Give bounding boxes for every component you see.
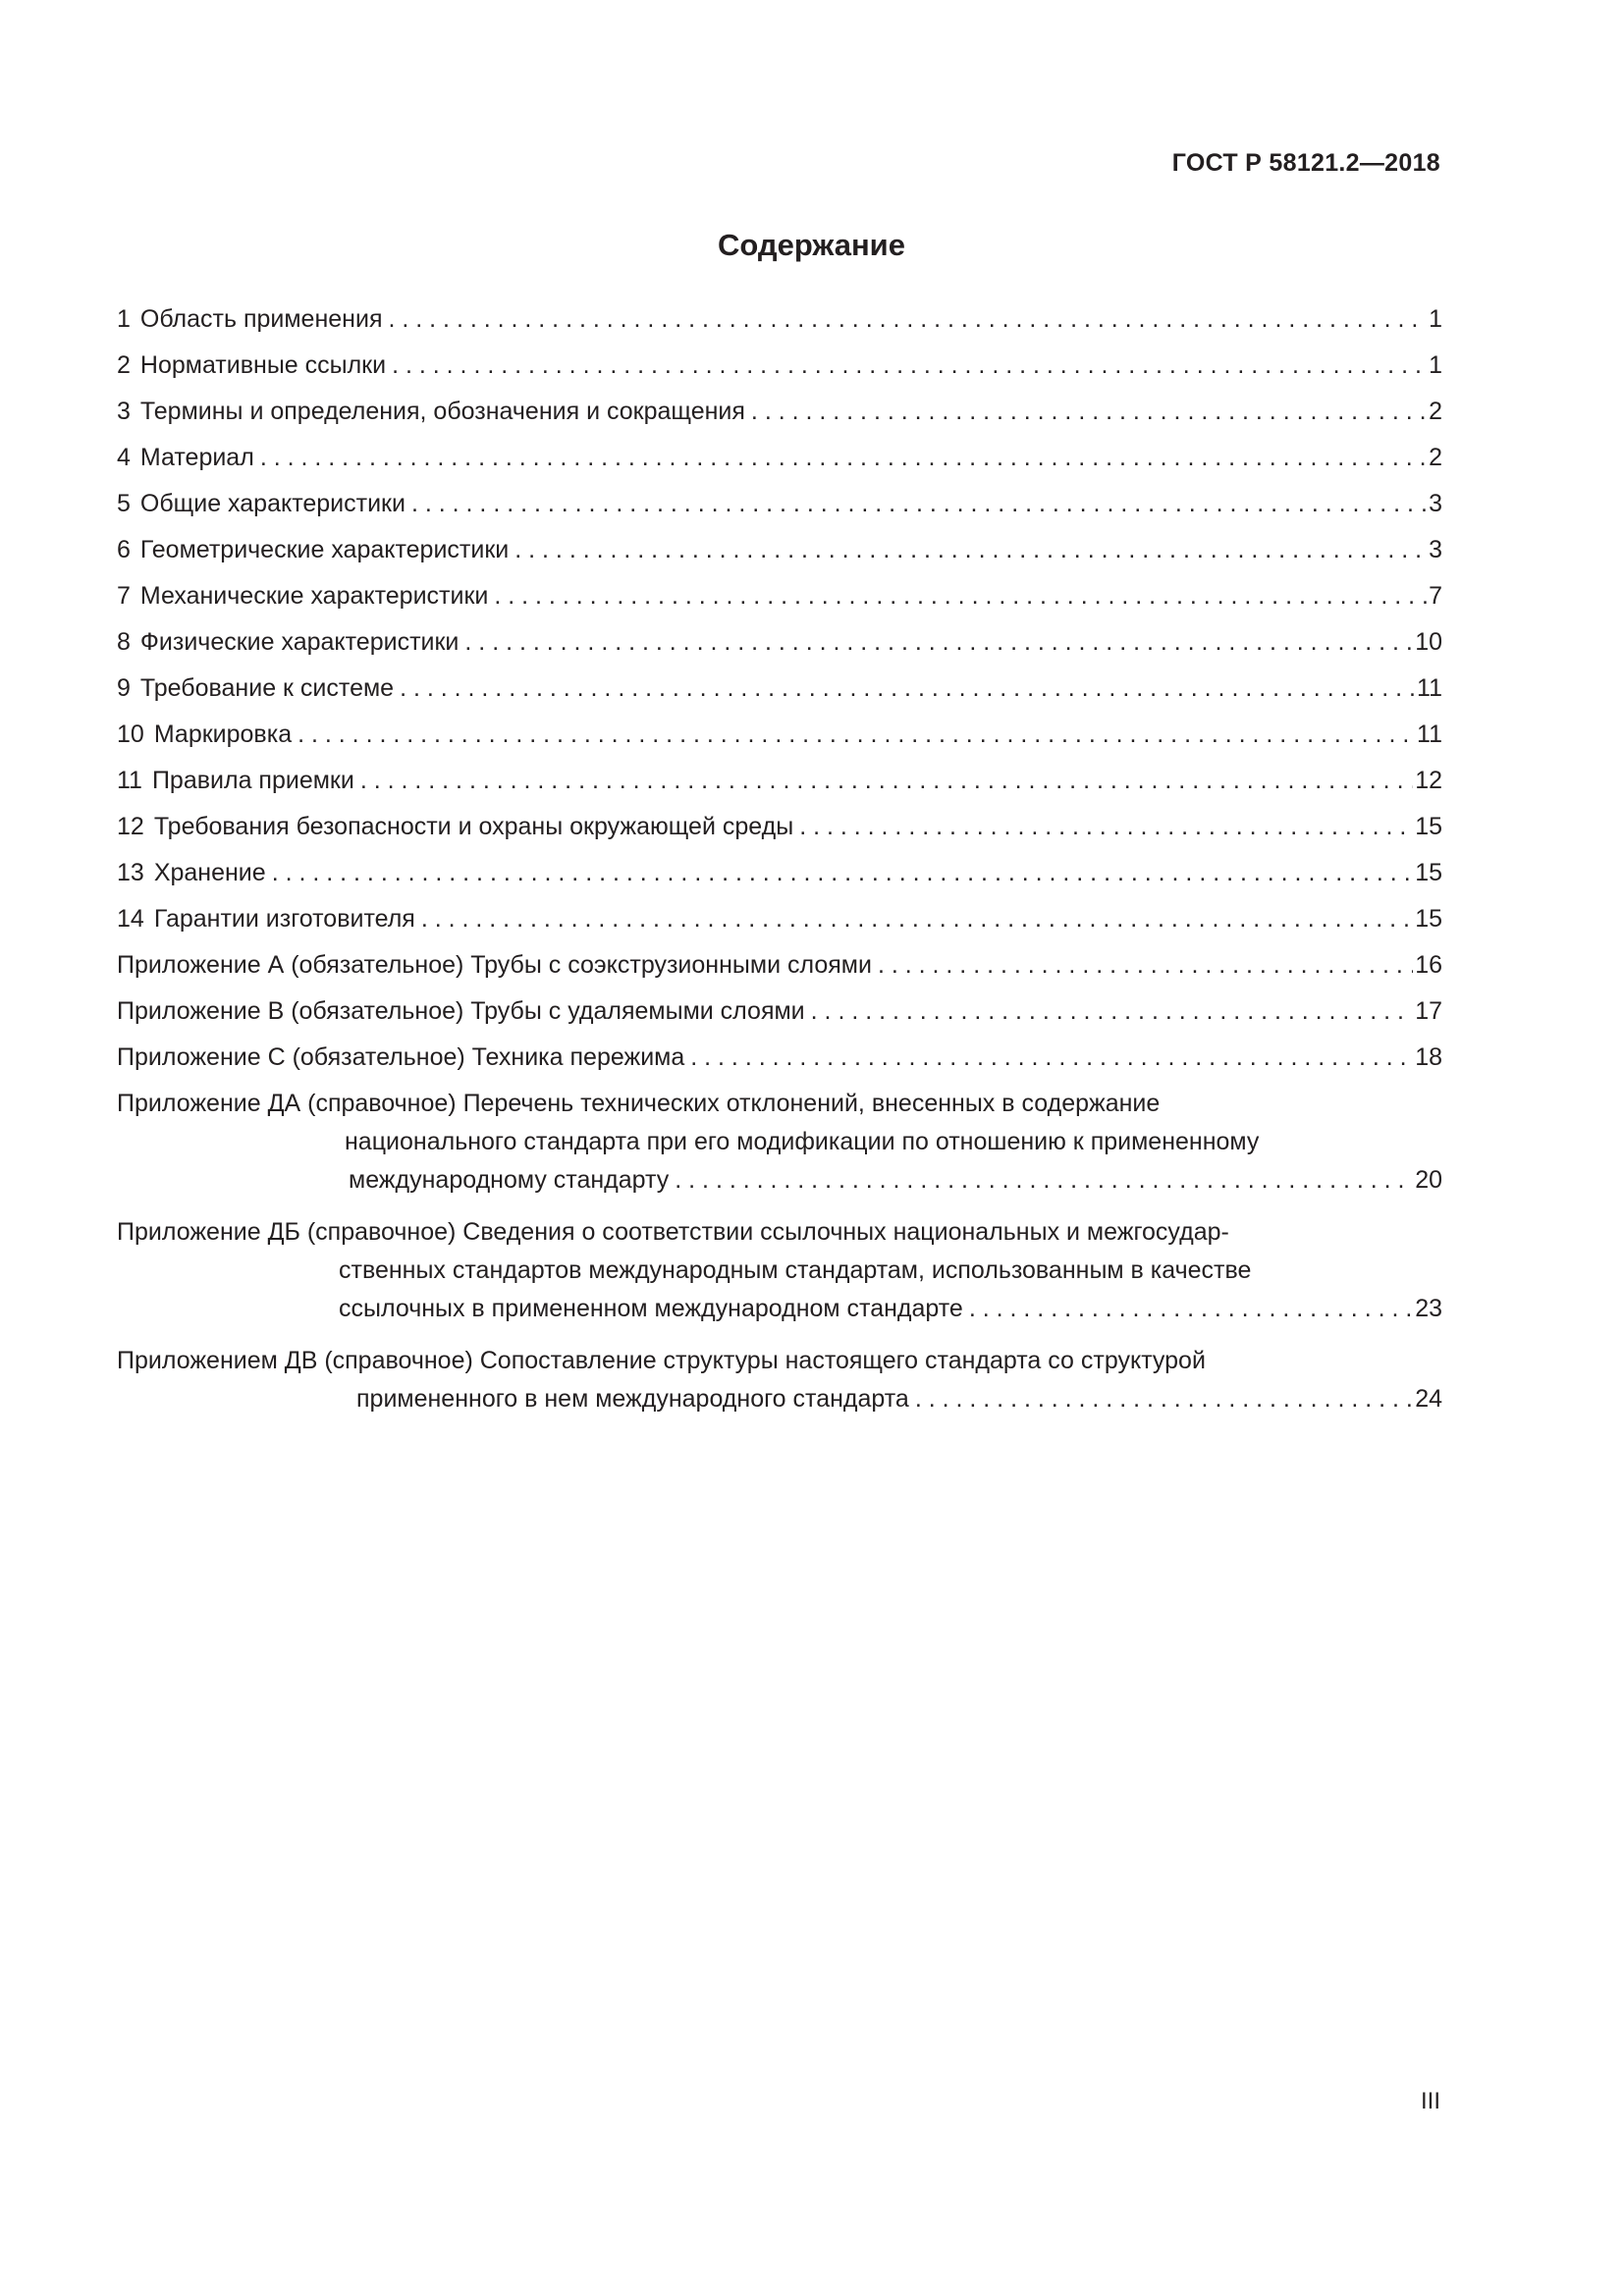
toc-entry-1[interactable]	[117, 300, 1442, 339]
toc-entry-page: 12	[1415, 767, 1442, 794]
toc-entry-appendix-a[interactable]	[117, 946, 1442, 985]
leader-dots	[751, 393, 1427, 431]
toc-entry-number: 2	[117, 351, 131, 379]
toc-entry-title-line-2: ственных стандартов международным стандартам, использованным в качестве	[339, 1256, 1252, 1284]
leader-dots	[260, 439, 1427, 477]
toc-entry-title: Гарантии изготовителя	[153, 905, 415, 933]
leader-dots	[421, 900, 1413, 938]
toc-entry-number: 7	[117, 582, 131, 610]
toc-entry-title: Геометрические характеристики	[139, 536, 510, 563]
toc-entry-number: 9	[117, 674, 131, 702]
toc-entry-page: 18	[1415, 1043, 1442, 1071]
toc-entry-title: Хранение	[153, 859, 266, 886]
toc-entry-page: 10	[1415, 628, 1442, 656]
toc-entry-appendix-da[interactable]	[117, 1085, 1442, 1200]
toc-entry-title: Маркировка	[153, 721, 293, 748]
toc-entry-number: 14	[117, 905, 144, 933]
toc-entry-title-line-2: примененного в нем международного стандарта	[356, 1385, 909, 1413]
toc-entry-title: Общие характеристики	[139, 490, 406, 517]
toc-entry-title-line-2: национального стандарта при его модификации по отношению к примененному	[345, 1128, 1260, 1155]
toc-entry-8[interactable]	[117, 623, 1442, 662]
toc-entry-page: 11	[1417, 721, 1442, 748]
toc-entry-page: 24	[1415, 1385, 1442, 1413]
toc-entry-number: 3	[117, 398, 131, 425]
toc-entry-number: 5	[117, 490, 131, 517]
toc-entry-number: 10	[117, 721, 144, 748]
toc-entry-page: 1	[1429, 351, 1442, 379]
leader-dots	[915, 1380, 1413, 1418]
leader-dots	[969, 1290, 1413, 1328]
toc-entry-6[interactable]	[117, 531, 1442, 569]
toc-entry-3[interactable]	[117, 393, 1442, 431]
toc-entry-title: Материал	[139, 444, 254, 471]
toc-entry-appendix-db[interactable]	[117, 1213, 1442, 1328]
toc-entry-title: Физические характеристики	[139, 628, 460, 656]
toc-entry-page: 23	[1415, 1295, 1442, 1322]
toc-entry-page: 3	[1429, 536, 1442, 563]
toc-entry-page: 17	[1415, 997, 1442, 1025]
toc-entry-page: 3	[1429, 490, 1442, 517]
toc-entry-14[interactable]	[117, 900, 1442, 938]
leader-dots	[360, 762, 1413, 800]
toc-entry-2[interactable]	[117, 347, 1442, 385]
toc-entry-page: 15	[1415, 859, 1442, 886]
toc-entry-title-line-3: ссылочных в примененном международном стандарте	[339, 1295, 963, 1322]
toc-entry-appendix-c[interactable]	[117, 1039, 1442, 1077]
toc-entry-13[interactable]	[117, 854, 1442, 892]
toc-entry-7[interactable]	[117, 577, 1442, 615]
toc-entry-page: 7	[1429, 582, 1442, 610]
standard-code: ГОСТ Р 58121.2—2018	[1171, 149, 1440, 177]
toc-entry-title: Нормативные ссылки	[139, 351, 387, 379]
table-of-contents	[117, 300, 1442, 1432]
leader-dots	[494, 577, 1427, 615]
toc-entry-title: Требование к системе	[139, 674, 395, 702]
toc-entry-title-line-1: Приложение ДБ (справочное) Сведения о соответствии ссылочных национальных и межгосудар-	[117, 1218, 1229, 1246]
toc-entry-title: Механические характеристики	[139, 582, 489, 610]
toc-entry-number: 12	[117, 813, 144, 840]
toc-entry-4[interactable]	[117, 439, 1442, 477]
toc-entry-number: 4	[117, 444, 131, 471]
leader-dots	[388, 300, 1427, 339]
leader-dots	[675, 1161, 1413, 1200]
leader-dots	[411, 485, 1427, 523]
toc-entry-page: 2	[1429, 398, 1442, 425]
leader-dots	[298, 716, 1415, 754]
toc-entry-title: Термины и определения, обозначения и сокращения	[139, 398, 745, 425]
leader-dots	[272, 854, 1414, 892]
toc-entry-title-line-1: Приложение ДА (справочное) Перечень технических отклонений, внесенных в содержание	[117, 1090, 1161, 1117]
toc-entry-title-line-1: Приложением ДВ (справочное) Сопоставление структуры настоящего стандарта со структурой	[117, 1347, 1206, 1374]
leader-dots	[799, 808, 1413, 846]
leader-dots	[392, 347, 1427, 385]
toc-entry-page: 11	[1417, 674, 1442, 702]
toc-entry-page: 15	[1415, 905, 1442, 933]
toc-entry-page: 1	[1429, 305, 1442, 333]
toc-entry-page: 2	[1429, 444, 1442, 471]
toc-entry-title: Правила приемки	[151, 767, 354, 794]
toc-entry-10[interactable]	[117, 716, 1442, 754]
leader-dots	[400, 669, 1415, 708]
toc-entry-appendix-dv[interactable]	[117, 1342, 1442, 1418]
toc-entry-page: 16	[1415, 951, 1442, 979]
toc-entry-title: Приложение В (обязательное) Трубы с удаляемыми слоями	[117, 997, 805, 1025]
leader-dots	[464, 623, 1413, 662]
toc-entry-number: 8	[117, 628, 131, 656]
toc-entry-page: 15	[1415, 813, 1442, 840]
toc-entry-number: 13	[117, 859, 144, 886]
toc-entry-appendix-b[interactable]	[117, 992, 1442, 1031]
toc-entry-title: Приложение С (обязательное) Техника пережима	[117, 1043, 685, 1071]
page-title: Содержание	[718, 228, 905, 262]
toc-entry-5[interactable]	[117, 485, 1442, 523]
toc-entry-11[interactable]	[117, 762, 1442, 800]
toc-entry-title-line-3: международному стандарту	[349, 1166, 670, 1194]
toc-entry-title: Приложение А (обязательное) Трубы с соэкструзионными слоями	[117, 951, 872, 979]
toc-entry-number: 11	[117, 767, 142, 794]
toc-entry-title: Требования безопасности и охраны окружающей среды	[153, 813, 794, 840]
toc-entry-number: 6	[117, 536, 131, 563]
toc-entry-number: 1	[117, 305, 131, 333]
toc-entry-12[interactable]	[117, 808, 1442, 846]
toc-entry-title: Область применения	[139, 305, 383, 333]
leader-dots	[514, 531, 1427, 569]
leader-dots	[690, 1039, 1413, 1077]
toc-entry-9[interactable]	[117, 669, 1442, 708]
leader-dots	[878, 946, 1413, 985]
page-number: III	[1420, 2088, 1440, 2114]
toc-entry-page: 20	[1415, 1166, 1442, 1194]
leader-dots	[811, 992, 1414, 1031]
